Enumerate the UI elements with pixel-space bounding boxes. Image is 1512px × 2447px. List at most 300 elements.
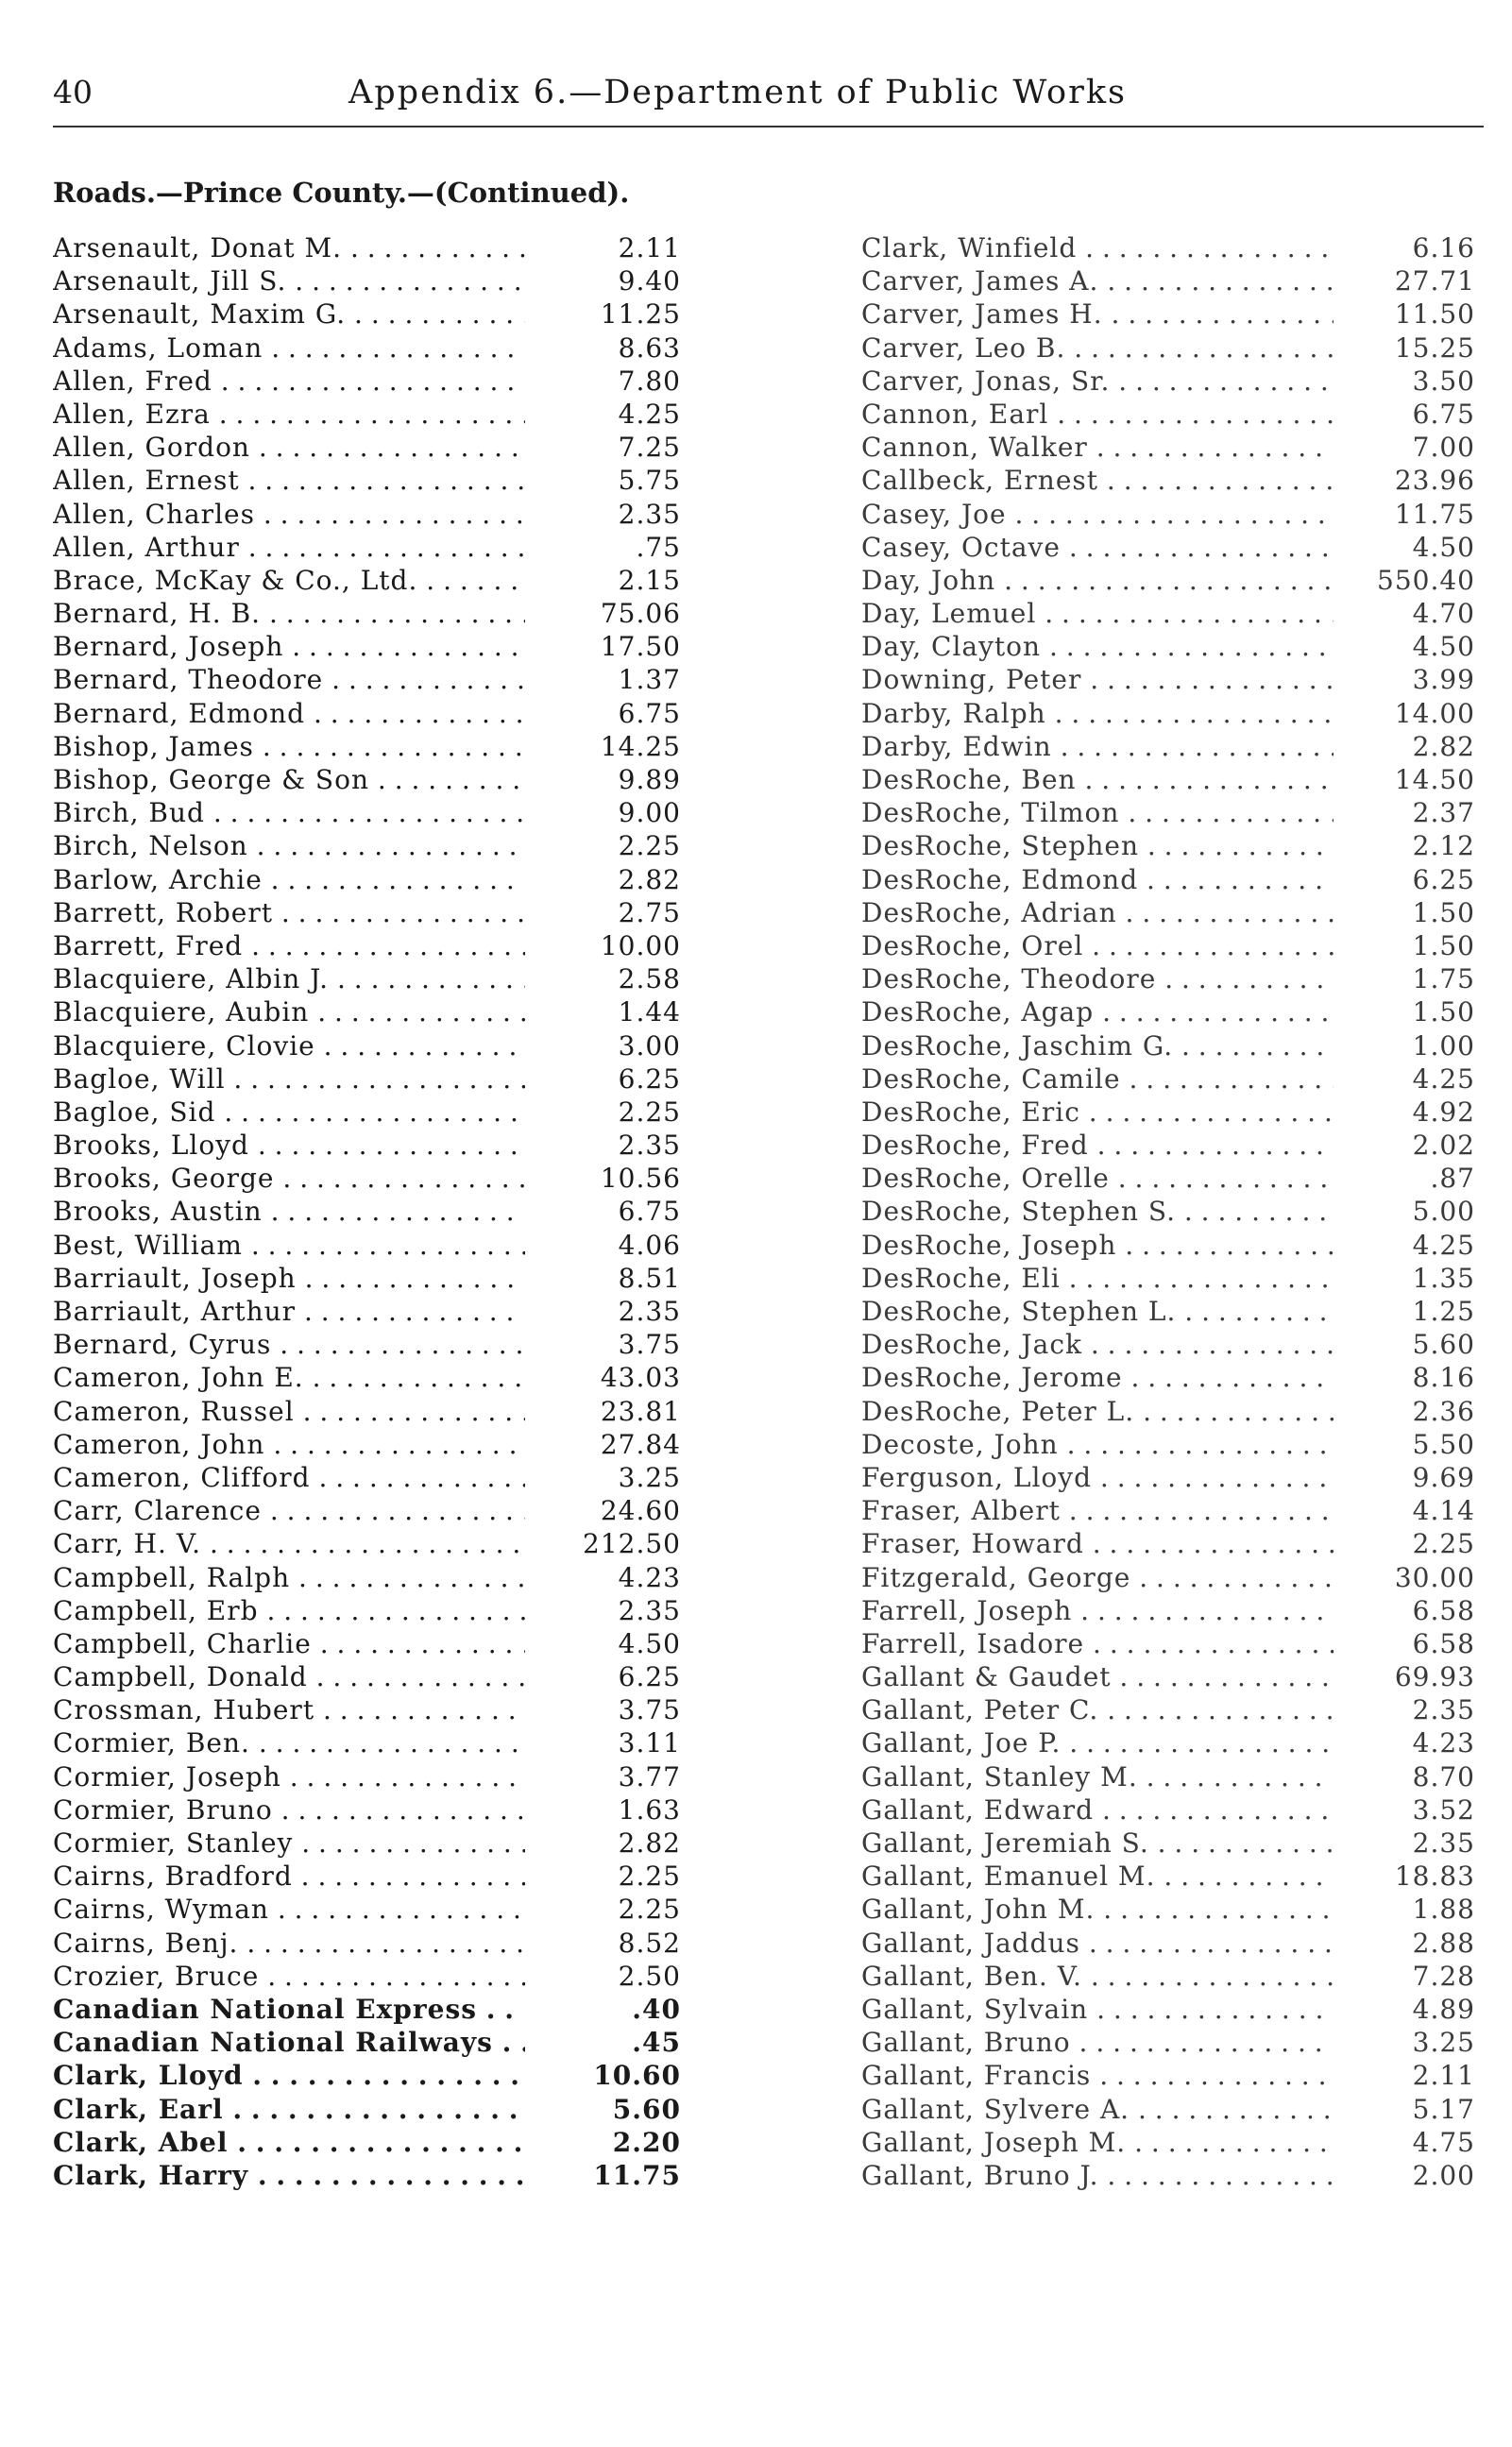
ledger-row [861,231,1475,264]
payee-name: Gallant, Joseph M. . . . [861,2126,1334,2159]
ledger-row [53,431,681,464]
payment-amount: 8.52 [618,1927,681,1959]
ledger-row [53,1827,681,1860]
payee-name: Cormier, Stanley . . . [53,1827,525,1860]
payee-name: Gallant, Joe P. . . . [861,1726,1334,1759]
payee-name: DesRoche, Camile . . . [861,1062,1334,1096]
ledger-row [53,1395,681,1428]
payee-name: Cormier, Joseph . . . [53,1760,525,1793]
ledger-row [53,929,681,962]
ledger-row [861,297,1475,331]
ledger-row [53,796,681,829]
payee-name: Bernard, Theodore . . . [53,663,525,696]
ledger-row [53,1960,681,1993]
payee-name: Fitzgerald, George . . . [861,1561,1334,1594]
payment-amount: 4.50 [618,1627,681,1659]
payment-amount: 6.75 [1412,398,1475,430]
payee-name: Gallant, Peter C. . . . [861,1693,1334,1726]
ledger-row [861,2093,1475,2126]
payment-amount: 11.25 [600,298,681,331]
payee-name: Bernard, Edmond . . . [53,697,525,730]
payment-amount: 10.60 [593,2060,681,2092]
payment-amount: 6.75 [618,1196,681,1228]
payee-name: DesRoche, Orel . . . [861,929,1334,962]
payment-amount: 2.20 [612,2126,681,2158]
payment-amount: 30.00 [1394,1561,1475,1593]
ledger-row [53,1494,681,1527]
ledger-row [861,564,1475,597]
payment-amount: 27.71 [1394,265,1475,297]
payment-amount: 1.50 [1412,996,1475,1028]
ledger-row [53,697,681,730]
payment-amount: 7.00 [1412,432,1475,464]
ledger-row [53,331,681,365]
payee-name: Clark, Lloyd . . . [53,2059,525,2092]
payee-name: Gallant, John M. . . . [861,1893,1334,1926]
ledger-row [53,863,681,896]
payment-amount: 9.40 [618,265,681,297]
payment-amount: 2.58 [618,963,681,995]
payment-amount: 1.44 [618,996,681,1028]
ledger-row [53,365,681,398]
payee-name: Blacquiere, Albin J. . . . [53,962,525,995]
ledger-row [861,1760,1475,1793]
payee-name: Darby, Ralph . . . [861,697,1334,730]
payee-name: Allen, Ezra . . . [53,398,525,431]
payment-amount: 1.75 [1412,963,1475,995]
ledger-row [861,995,1475,1028]
ledger-row [861,1461,1475,1494]
ledger-row [53,464,681,497]
payee-name: DesRoche, Jerome . . . [861,1361,1334,1394]
payee-name: Bagloe, Sid . . . [53,1096,525,1129]
payee-name: Carr, Clarence . . . [53,1494,525,1527]
payee-name: Farrell, Isadore . . . [861,1627,1334,1660]
payment-amount: 5.60 [612,2093,681,2125]
payment-amount: 23.96 [1394,465,1475,497]
payment-amount: 1.50 [1412,896,1475,928]
ledger-row [861,1062,1475,1096]
payee-name: Carver, James A. . . . [861,264,1334,297]
payee-name: Blacquiere, Clovie . . . [53,1029,525,1062]
payment-amount: 2.25 [1412,1528,1475,1560]
payee-name: Day, Lemuel . . . [861,597,1334,630]
payee-name: Bagloe, Will . . . [53,1062,525,1096]
ledger-row [53,398,681,431]
payee-name: Allen, Arthur . . . [53,531,525,564]
payment-amount: 1.00 [1412,1029,1475,1062]
payee-name: DesRoche, Orelle . . . [861,1162,1334,1195]
ledger-row [53,1793,681,1827]
payee-name: Campbell, Ralph . . . [53,1561,525,1594]
payee-name: Clark, Abel . . . [53,2126,525,2159]
payment-amount: 11.50 [1394,298,1475,331]
header-rule [53,126,1484,127]
payee-name: Allen, Ernest . . . [53,464,525,497]
ledger-row [53,1693,681,1726]
ledger-row [861,863,1475,896]
ledger-row [53,1993,681,2026]
ledger-row [53,597,681,630]
payment-amount: 7.28 [1412,1960,1475,1992]
ledger-row [861,1660,1475,1693]
ledger-row [861,1328,1475,1361]
ledger-row [861,1927,1475,1960]
payee-name: Bishop, George & Son . . . [53,763,525,796]
ledger-row [861,1129,1475,1162]
payee-name: Campbell, Charlie . . . [53,1627,525,1660]
left-column [53,231,681,2192]
payment-amount: 1.25 [1412,1296,1475,1327]
payment-amount: 2.11 [1412,2060,1475,2092]
payee-name: DesRoche, Eric . . . [861,1096,1334,1129]
payee-name: Carr, H. V. . . . [53,1527,525,1560]
ledger-row [861,1527,1475,1560]
payee-name: Allen, Gordon . . . [53,431,525,464]
right-column [861,231,1475,2192]
payment-amount: 1.50 [1412,929,1475,961]
ledger-row [861,929,1475,962]
ledger-row [53,1660,681,1693]
ledger-row [861,1627,1475,1660]
payment-amount: 6.25 [1412,863,1475,895]
payment-amount: 8.51 [618,1262,681,1294]
payee-name: Gallant, Francis . . . [861,2059,1334,2092]
ledger-row [861,1594,1475,1627]
ledger-row [861,464,1475,497]
payment-amount: 5.50 [1412,1428,1475,1460]
payee-name: Gallant, Bruno . . . [861,2026,1334,2059]
ledger-row [53,896,681,929]
ledger-row [861,630,1475,663]
ledger-row [53,1262,681,1295]
ledger-row [861,1793,1475,1827]
payment-amount: 2.88 [1412,1927,1475,1959]
ledger-row [861,962,1475,995]
payee-name: Bernard, Joseph . . . [53,630,525,663]
payee-name: Cannon, Walker . . . [861,431,1334,464]
payment-amount: 4.23 [1412,1727,1475,1759]
payee-name: Allen, Charles . . . [53,498,525,531]
payment-amount: 6.75 [618,697,681,729]
payment-amount: 10.56 [600,1163,681,1195]
ledger-row [53,1229,681,1262]
payment-amount: 4.25 [1412,1229,1475,1261]
payee-name: DesRoche, Fred . . . [861,1129,1334,1162]
payee-name: Clark, Harry . . . [53,2159,525,2192]
payee-name: Darby, Edwin . . . [861,730,1334,763]
payee-name: Blacquiere, Aubin . . . [53,995,525,1028]
payment-amount: 2.50 [618,1960,681,1992]
payment-amount: 2.36 [1412,1395,1475,1427]
payee-name: Cormier, Ben. . . . [53,1726,525,1759]
payee-name: Barrett, Robert . . . [53,896,525,929]
ledger-row [861,2026,1475,2059]
payment-amount: 2.15 [618,564,681,596]
payee-name: Gallant, Jaddus . . . [861,1927,1334,1960]
payment-amount: 6.58 [1412,1594,1475,1626]
ledger-row [53,2126,681,2159]
payee-name: Fraser, Albert . . . [861,1494,1334,1527]
payment-amount: 43.03 [600,1362,681,1394]
payee-name: Day, John . . . [861,564,1334,597]
payee-name: DesRoche, Jaschim G. . . . [861,1029,1334,1062]
payee-name: DesRoche, Joseph . . . [861,1229,1334,1262]
payee-name: Campbell, Erb . . . [53,1594,525,1627]
ledger-row [861,796,1475,829]
payment-amount: 6.25 [618,1661,681,1693]
ledger-row [861,331,1475,365]
payment-amount: 2.35 [618,1594,681,1626]
ledger-row [861,697,1475,730]
payee-name: Arsenault, Donat M. . . . [53,231,525,264]
payment-amount: 4.75 [1412,2126,1475,2158]
payee-name: Brooks, George . . . [53,1162,525,1195]
payment-amount: 4.92 [1412,1096,1475,1128]
ledger-row [861,1561,1475,1594]
payment-amount: 1.35 [1412,1262,1475,1294]
payment-amount: 2.82 [1412,730,1475,762]
ledger-row [53,630,681,663]
payee-name: Cannon, Earl . . . [861,398,1334,431]
ledger-row [861,1195,1475,1228]
payment-amount: 4.70 [1412,598,1475,630]
payment-amount: 27.84 [600,1428,681,1460]
ledger-row [53,1627,681,1660]
ledger-row [53,1561,681,1594]
payment-amount: 2.25 [618,1861,681,1893]
ledger-row [53,1361,681,1394]
payment-amount: 550.40 [1377,564,1475,596]
ledger-row [861,1993,1475,2026]
ledger-row [53,1328,681,1361]
payee-name: DesRoche, Theodore . . . [861,962,1334,995]
payee-name: Barlow, Archie . . . [53,863,525,896]
ledger-row [861,1726,1475,1759]
payee-name: Barriault, Joseph . . . [53,1262,525,1295]
ledger-row [861,2126,1475,2159]
payment-amount: 6.16 [1412,232,1475,263]
payment-amount: 9.89 [618,764,681,795]
payment-amount: 3.11 [618,1727,681,1759]
ledger-row [53,1195,681,1228]
payee-name: Best, William . . . [53,1229,525,1262]
ledger-row [861,1361,1475,1394]
payment-amount: 7.80 [618,365,681,397]
ledger-row [861,365,1475,398]
payment-amount: 2.25 [618,830,681,862]
payee-name: DesRoche, Stephen L. . . . [861,1295,1334,1328]
payment-amount: 75.06 [600,598,681,630]
payment-amount: 5.75 [618,465,681,497]
payee-name: Ferguson, Lloyd . . . [861,1461,1334,1494]
payee-name: Crozier, Bruce . . . [53,1960,525,1993]
payee-name: Gallant & Gaudet . . . [861,1660,1334,1693]
payee-name: Arsenault, Jill S. . . . [53,264,525,297]
payment-amount: 3.50 [1412,365,1475,397]
ledger-row [861,1827,1475,1860]
payee-name: Gallant, Ben. V. . . . [861,1960,1334,1993]
payee-name: Clark, Winfield . . . [861,231,1334,264]
payment-amount: 5.60 [1412,1329,1475,1361]
payee-name: DesRoche, Eli . . . [861,1262,1334,1295]
ledger-row [861,1162,1475,1195]
ledger-row [53,1129,681,1162]
payment-amount: 4.25 [618,398,681,430]
payee-name: Cameron, Clifford . . . [53,1461,525,1494]
payment-amount: 2.35 [1412,1827,1475,1859]
ledger-row [53,498,681,531]
payment-amount: 5.00 [1412,1196,1475,1228]
payee-name: Gallant, Sylvere A. . . . [861,2093,1334,2126]
ledger-row [861,1295,1475,1328]
payment-amount: 2.35 [618,1296,681,1327]
payment-amount: 2.82 [618,863,681,895]
payee-name: Gallant, Emanuel M. . . . [861,1860,1334,1893]
ledger-row [53,763,681,796]
ledger-row [861,1693,1475,1726]
payee-name: Carver, James H. . . . [861,297,1334,331]
ledger-row [861,264,1475,297]
ledger-row [861,1893,1475,1926]
ledger-row [861,2159,1475,2192]
payment-amount: 14.00 [1394,697,1475,729]
payee-name: Cairns, Wyman . . . [53,1893,525,1926]
payment-amount: 14.25 [600,730,681,762]
payment-amount: 3.52 [1412,1793,1475,1826]
payment-amount: 8.16 [1412,1362,1475,1394]
payee-name: Farrell, Joseph . . . [861,1594,1334,1627]
ledger-row [53,2059,681,2092]
payment-amount: 4.50 [1412,531,1475,563]
payment-amount: 23.81 [600,1395,681,1427]
payee-name: Crossman, Hubert . . . [53,1693,525,1726]
payment-amount: 1.37 [618,664,681,696]
payee-name: Bishop, James . . . [53,730,525,763]
payee-name: Cairns, Bradford . . . [53,1860,525,1893]
payment-amount: .40 [632,1993,681,2025]
payee-name: DesRoche, Stephen . . . [861,829,1334,862]
payment-amount: 2.82 [618,1827,681,1859]
ledger-row [53,1461,681,1494]
payee-name: Fraser, Howard . . . [861,1527,1334,1560]
ledger-row [53,297,681,331]
payment-amount: 18.83 [1394,1861,1475,1893]
payee-name: Allen, Fred . . . [53,365,525,398]
ledger-row [53,531,681,564]
payment-amount: 4.06 [618,1229,681,1261]
ledger-row [861,1229,1475,1262]
ledger-row [861,663,1475,696]
ledger-row [53,1860,681,1893]
payee-name: Bernard, H. B. . . . [53,597,525,630]
payee-name: Cameron, Russel . . . [53,1395,525,1428]
payment-amount: 4.14 [1412,1495,1475,1527]
ledger-row [53,1594,681,1627]
payment-amount: 2.37 [1412,797,1475,829]
ledger-row [53,564,681,597]
ledger-row [861,1262,1475,1295]
payment-amount: 3.75 [618,1694,681,1726]
payment-amount: 2.35 [618,1130,681,1162]
payee-name: Arsenault, Maxim G. . . . [53,297,525,331]
payee-name: Brace, McKay & Co., Ltd. . . . [53,564,525,597]
payee-name: Canadian National Express . . . [53,1993,525,2026]
payment-amount: 3.00 [618,1029,681,1062]
payment-amount: 2.02 [1412,1130,1475,1162]
payment-amount: 3.25 [1412,2027,1475,2059]
ledger-row [53,1162,681,1195]
payment-amount: .87 [1430,1163,1475,1195]
payee-name: Gallant, Bruno J. . . . [861,2159,1334,2192]
payment-amount: 7.25 [618,432,681,464]
ledger-row [861,1096,1475,1129]
payment-amount: 3.75 [618,1329,681,1361]
payee-name: Barriault, Arthur . . . [53,1295,525,1328]
payee-name: Casey, Octave . . . [861,531,1334,564]
ledger-row [53,995,681,1028]
payment-amount: 2.11 [618,232,681,263]
payment-amount: 4.23 [618,1561,681,1593]
payment-amount: 3.25 [618,1461,681,1493]
payee-name: Gallant, Stanley M. . . . [861,1760,1334,1793]
payment-amount: 2.00 [1412,2159,1475,2191]
payee-name: Birch, Nelson . . . [53,829,525,862]
ledger-row [53,1428,681,1461]
ledger-row [53,1760,681,1793]
ledger-row [861,829,1475,862]
payment-amount: 15.25 [1394,331,1475,364]
ledger-row [53,2026,681,2059]
ledger-row [53,2159,681,2192]
ledger-row [861,531,1475,564]
payee-name: Day, Clayton . . . [861,630,1334,663]
page-number: 40 [53,74,93,110]
payee-name: Downing, Peter . . . [861,663,1334,696]
payee-name: Callbeck, Ernest . . . [861,464,1334,497]
payment-amount: 1.88 [1412,1894,1475,1926]
ledger-row [861,1029,1475,1062]
payment-amount: 3.99 [1412,664,1475,696]
payee-name: Bernard, Cyrus . . . [53,1328,525,1361]
payee-name: Campbell, Donald . . . [53,1660,525,1693]
payment-amount: 8.63 [618,331,681,364]
payee-name: Brooks, Lloyd . . . [53,1129,525,1162]
payment-amount: 17.50 [600,631,681,663]
ledger-row [53,663,681,696]
ledger-row [861,597,1475,630]
ledger-row [861,498,1475,531]
ledger-row [861,1960,1475,1993]
payee-name: Decoste, John . . . [861,1428,1334,1461]
payment-amount: 2.35 [1412,1694,1475,1726]
payment-amount: 9.00 [618,797,681,829]
ledger-row [53,962,681,995]
payment-amount: 2.35 [618,498,681,530]
payment-amount: .75 [636,531,681,563]
ledger-row [861,896,1475,929]
ledger-row [53,730,681,763]
running-title: Appendix 6.—Department of Public Works [348,74,1128,111]
ledger-row [53,264,681,297]
payee-name: DesRoche, Stephen S. . . . [861,1195,1334,1228]
payment-amount: 11.75 [1394,498,1475,530]
payee-name: Carver, Jonas, Sr. . . . [861,365,1334,398]
payee-name: Cameron, John E. . . . [53,1361,525,1394]
payee-name: DesRoche, Ben . . . [861,763,1334,796]
payment-amount: 8.70 [1412,1760,1475,1793]
payment-amount: 14.50 [1394,764,1475,795]
